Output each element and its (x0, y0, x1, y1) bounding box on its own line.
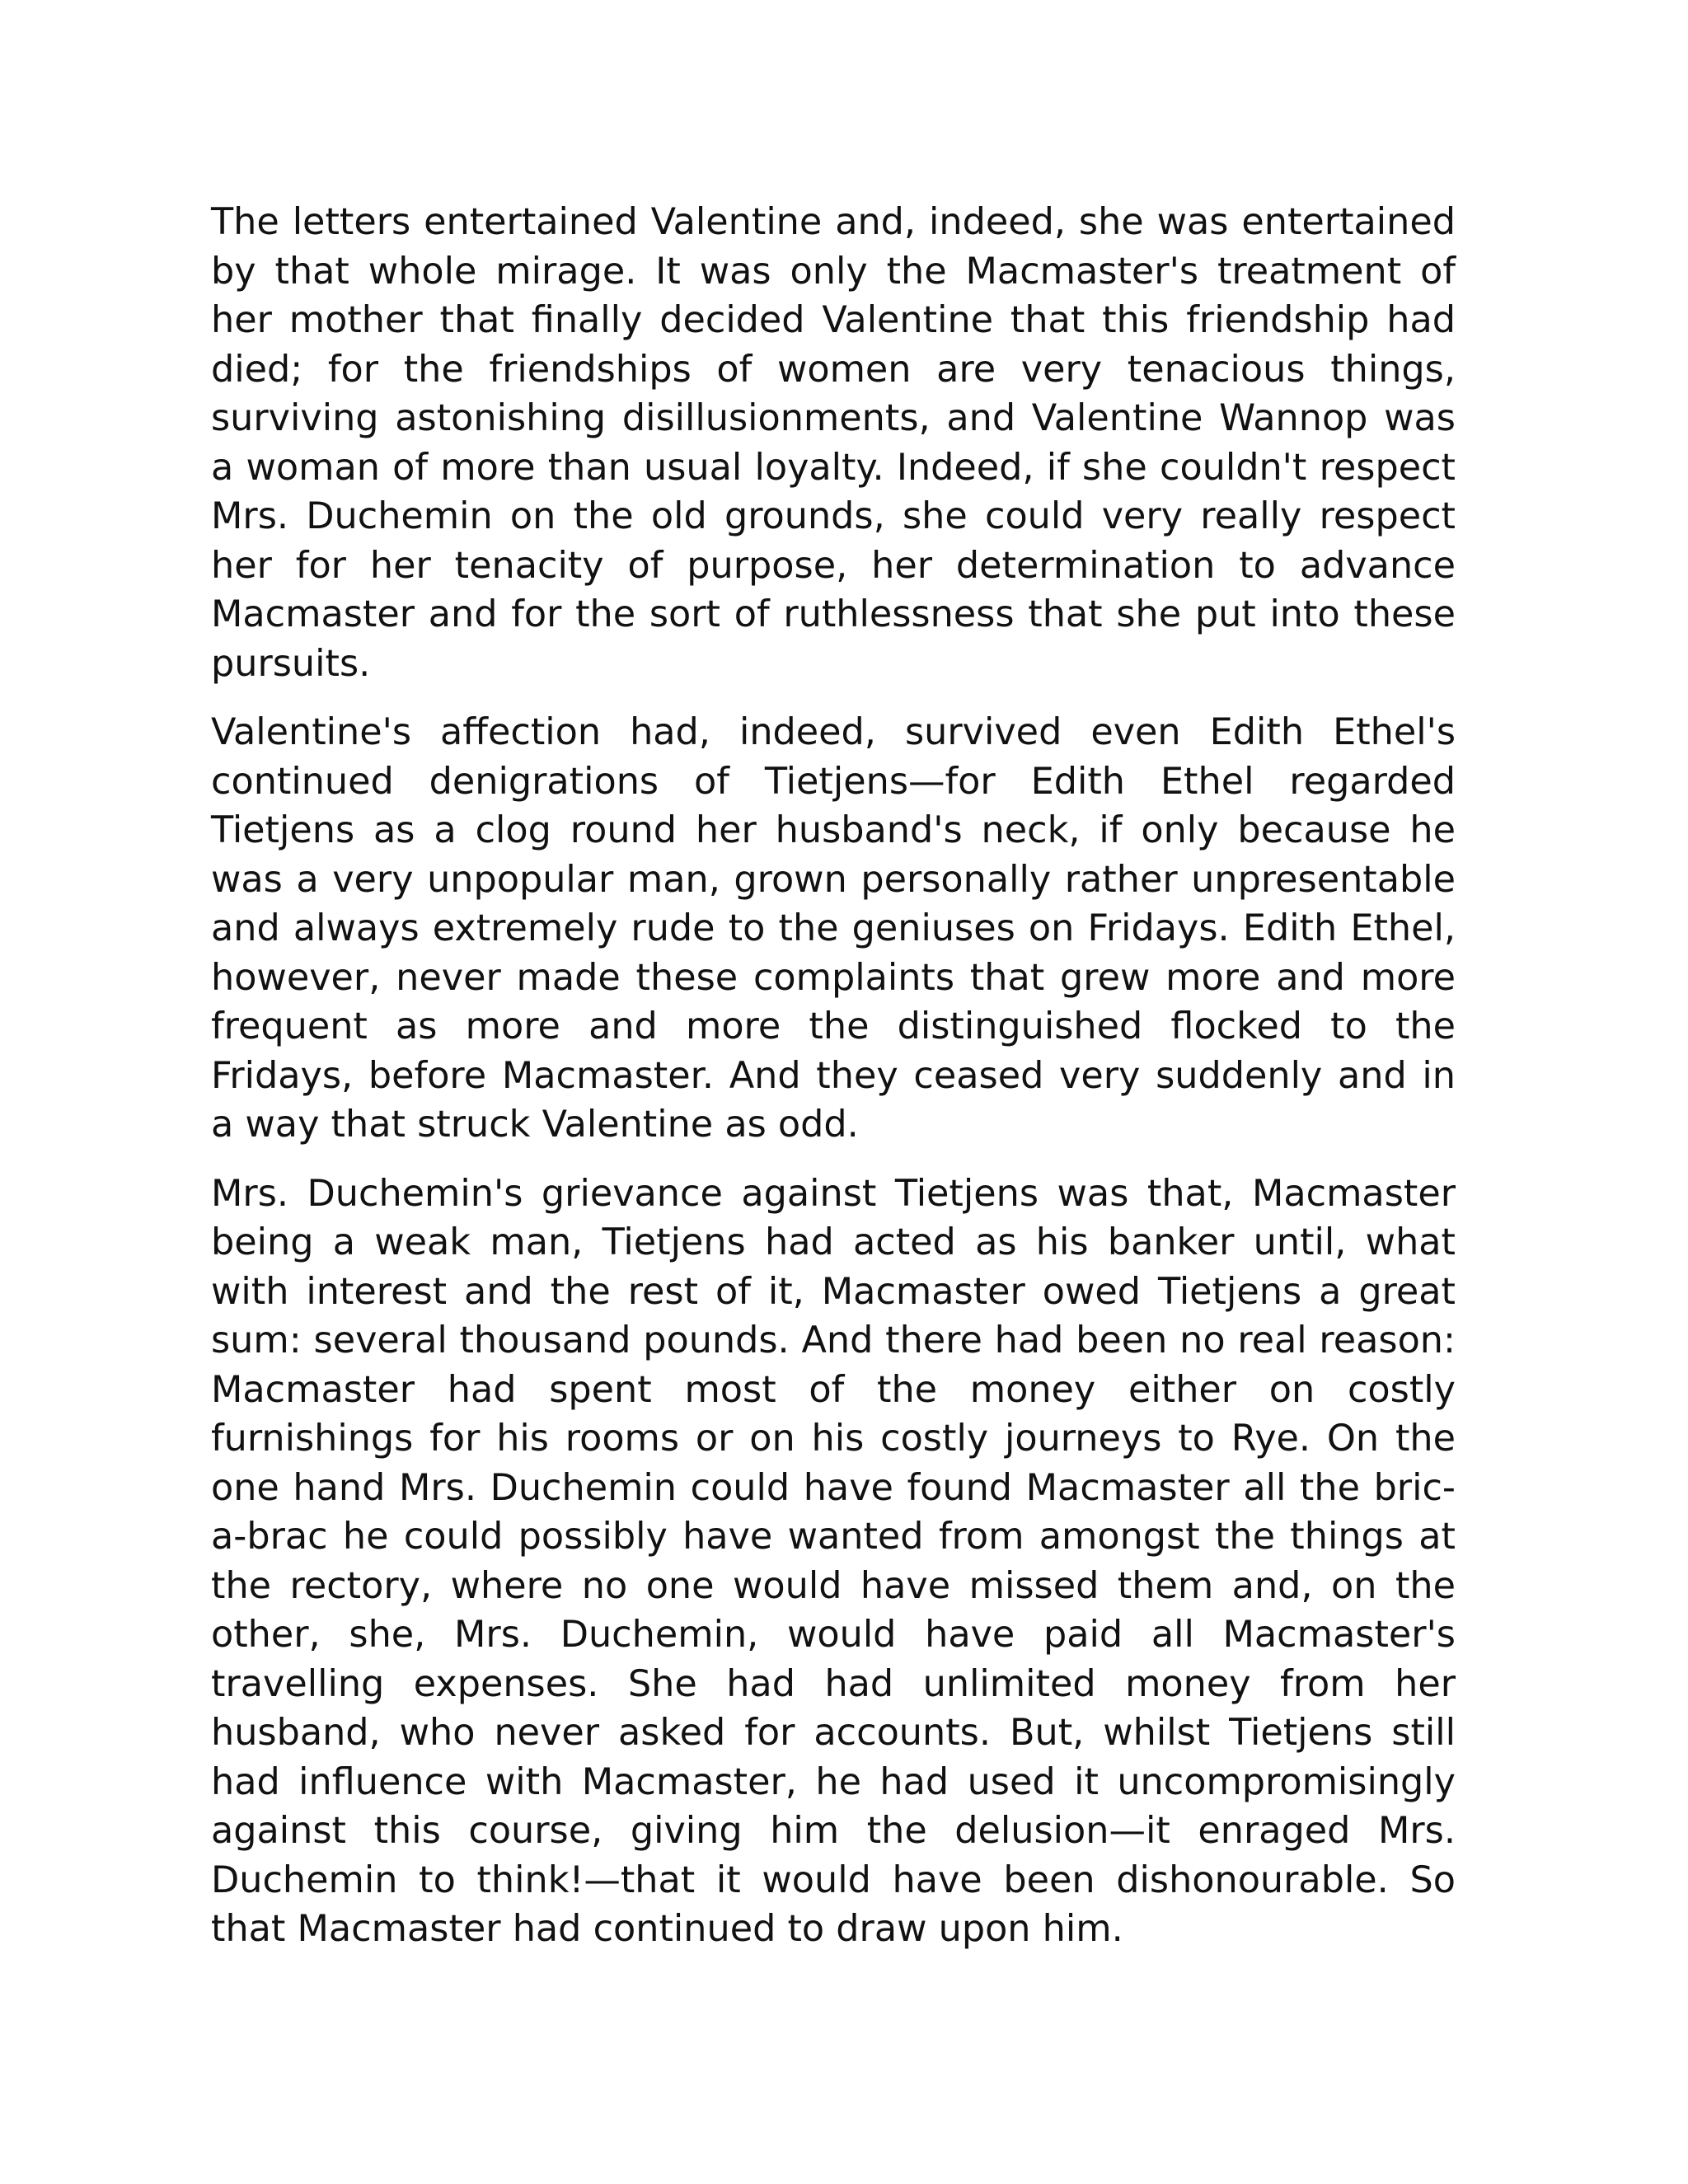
paragraph-2: Valentine's affection had, indeed, survived even Edith Ethel's continued denigrations of Tietjens—for Edith Ethel regarded Tietjens as a clog round her husband's neck, if only because he was a very unpopular man, grown personally rather unpresentable and always extremely rude to the geniuses on Fridays. Edith Ethel, however, never made these complaints that grew more and more frequent as more and more the distinguished flocked to the Fridays, before Macmaster. And they ceased very suddenly and in a way that struck Valentine as odd. (211, 711, 1456, 1146)
paragraph-1: The letters entertained Valentine and, indeed, she was entertained by that whole mirage. It was only the Macmaster's treatment of her mother that finally decided Valentine that this friendship had died; for the friendships of women are very tenacious things, surviving astonishing disillusionments, and Valentine Wannop was a woman of more than usual loyalty. Indeed, if she couldn't respect Mrs. Duchemin on the old grounds, she could very really respect her for her tenacity of purpose, her determination to advance Macmaster and for the sort of ruthlessness that she put into these pursuits. (211, 201, 1456, 685)
body-text (211, 198, 1456, 1974)
paragraph-3: Mrs. Duchemin's grievance against Tietjens was that, Macmaster being a weak man, Tietjens had acted as his banker until, what with interest and the rest of it, Macmaster owed Tietjens a great sum: several thousand pounds. And there had been no real reason: Macmaster had spent most of the money either on costly furnishings for his rooms or on his costly journeys to Rye. On the one hand Mrs. Duchemin could have found Macmaster all the bric-a-brac he could possibly have wanted from amongst the things at the rectory, where no one would have missed them and, on the other, she, Mrs. Duchemin, would have paid all Macmaster's travelling expenses. She had had unlimited money from her husband, who never asked for accounts. But, whilst Tietjens still had influence with Macmaster, he had used it uncompromisingly against this course, giving him the delusion—it enraged Mrs. Duchemin to think!—that it would have been dishonourable. So that Macmaster had continued to draw upon him. (211, 1172, 1456, 1950)
